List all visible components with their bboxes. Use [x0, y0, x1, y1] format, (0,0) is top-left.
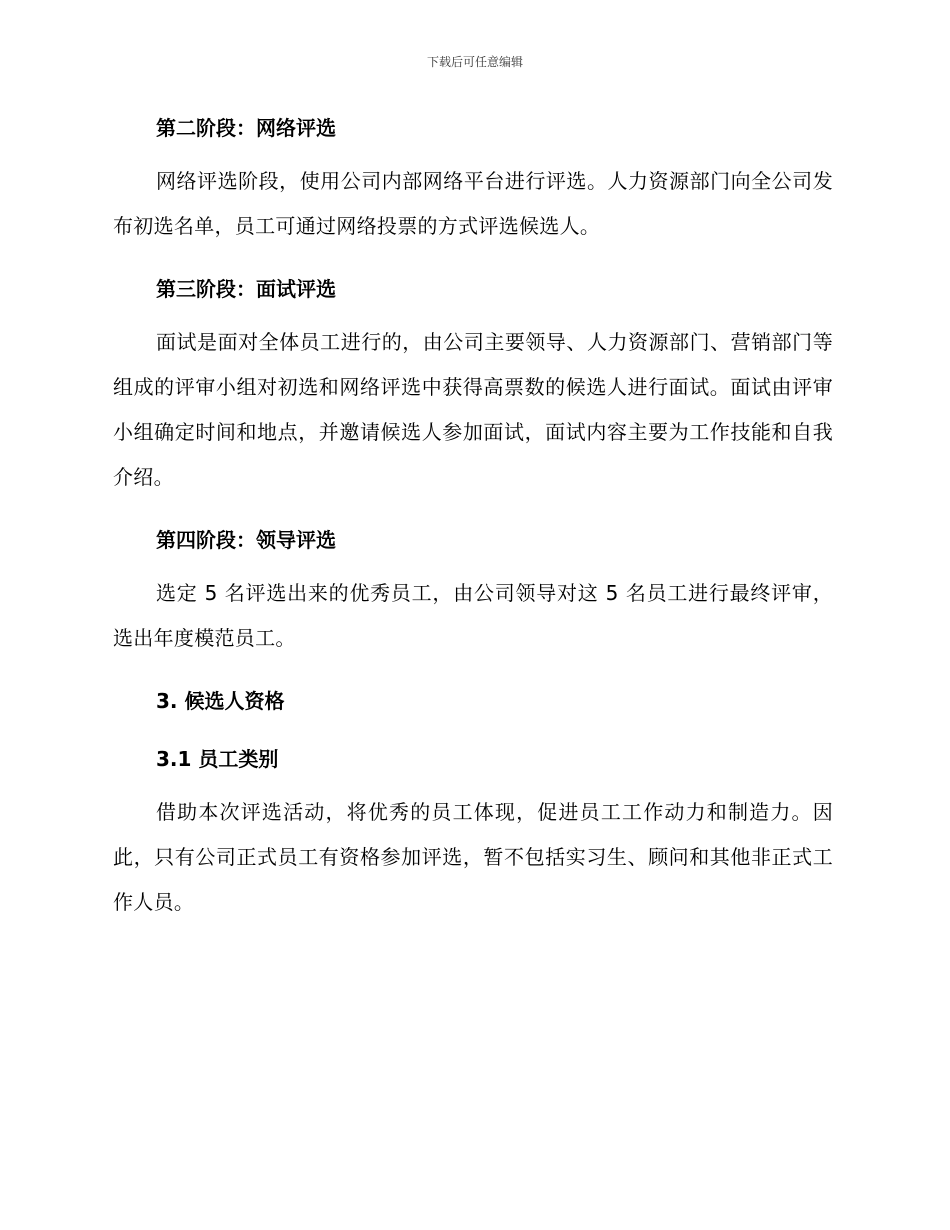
stage-three-paragraph: 面试是面对全体员工进行的，由公司主要领导、人力资源部门、营销部门等组成的评审小组对初选和网络评选中获得高票数的候选人进行面试。面试由评审小组确定时间和地点，并邀请候选人参加面试，面试内容主要为工作技能和自我介绍。 — [113, 330, 833, 489]
stage-two-paragraph: 网络评选阶段，使用公司内部网络平台进行评选。人力资源部门向全公司发布初选名单，员工可通过网络投票的方式评选候选人。 — [113, 169, 833, 238]
section-3-1-heading: 3.1 员工类别 — [156, 747, 279, 771]
stage-four-paragraph: 选定 5 名评选出来的优秀员工，由公司领导对这 5 名员工进行最终评审，选出年度模范员工。 — [113, 581, 833, 650]
page-header: 下载后可任意编辑 — [426, 55, 523, 69]
section-3-heading: 3. 候选人资格 — [156, 689, 285, 713]
section-3-1-paragraph: 借助本次评选活动，将优秀的员工体现，促进员工工作动力和制造力。因此，只有公司正式员工有资格参加评选，暂不包括实习生、顾问和其他非正式工作人员。 — [113, 800, 833, 914]
stage-three-heading: 第三阶段：面试评选 — [156, 277, 336, 301]
document-body — [113, 110, 833, 925]
stage-four-heading: 第四阶段：领导评选 — [156, 528, 336, 552]
stage-two-heading: 第二阶段：网络评选 — [156, 116, 336, 140]
